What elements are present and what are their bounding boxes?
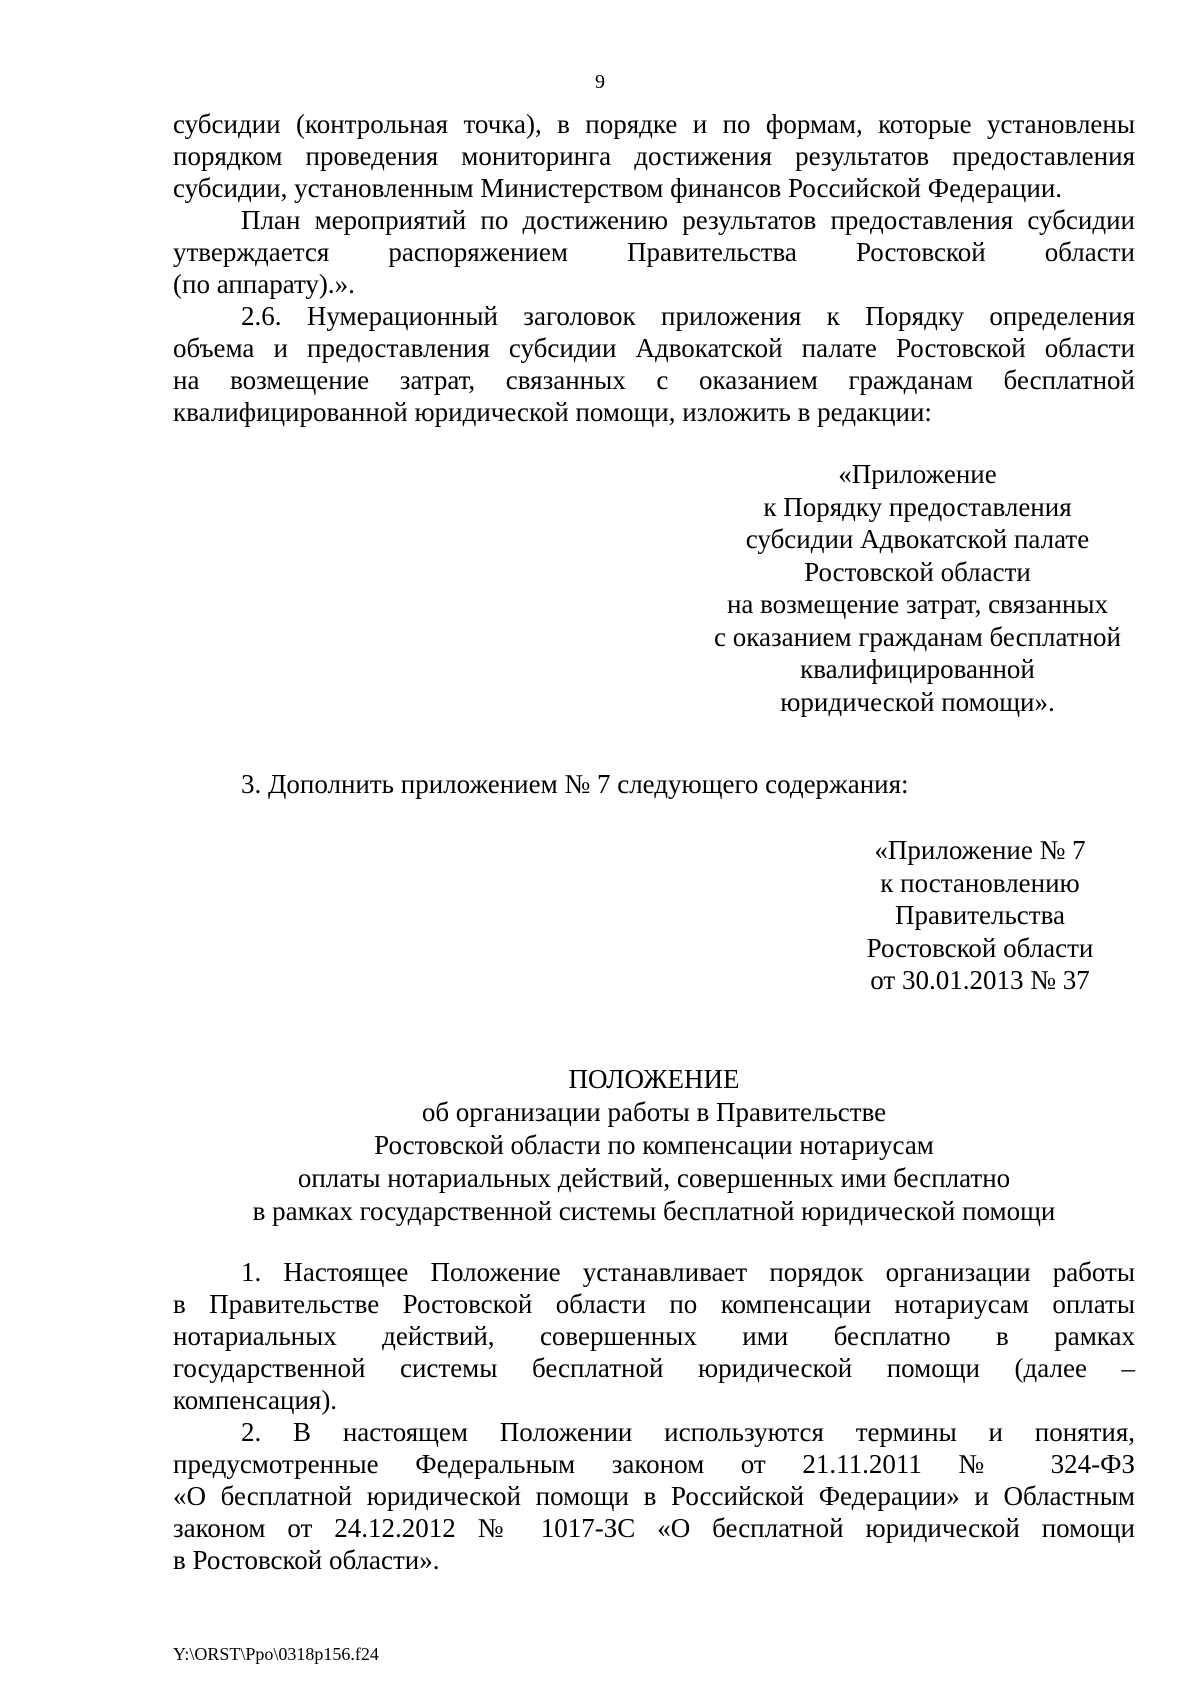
text-line: законом от 24.12.2012 № 1017-ЗС «О бесплатной юридической помощи: [173, 1513, 1135, 1543]
text-line: порядком проведения мониторинга достижения результатов предоставления: [173, 141, 1135, 171]
text-line: 3. Дополнить приложением № 7 следующего содержания:: [241, 769, 909, 799]
text-line: в Правительстве Ростовской области по компенсации нотариусам оплаты: [173, 1289, 1135, 1319]
text-line: субсидии Адвокатской палате: [745, 524, 1090, 554]
text-line: с оказанием гражданам бесплатной: [714, 621, 1121, 652]
paragraph-3: [173, 768, 1135, 800]
paragraph-2-6: [173, 300, 1135, 428]
text-line: в Ростовской области».: [173, 1545, 440, 1575]
appendix-quote-block: [700, 458, 1135, 718]
text-line: 1. Настоящее Положение устанавливает порядок организации работы: [241, 1257, 1135, 1287]
text-line: Ростовской области: [804, 556, 1031, 587]
text-line: Ростовской области по компенсации нотариусам: [374, 1130, 934, 1160]
text-line: от 30.01.2013 № 37: [870, 965, 1090, 995]
paragraph-plan: [173, 204, 1135, 300]
text-line: в рамках государственной системы бесплатной юридической помощи: [252, 1196, 1056, 1226]
text-line: к Порядку предоставления: [763, 491, 1072, 522]
text-line: Ростовской области: [866, 932, 1094, 963]
regulation-heading: ПОЛОЖЕНИЕ: [568, 1064, 740, 1094]
text-line: субсидии (контрольная точка), в порядке и по формам, которые установлены: [173, 109, 1135, 139]
text-line: юридической помощи».: [780, 686, 1055, 717]
text-line: государственной системы бесплатной юридической помощи (далее –: [173, 1353, 1135, 1383]
text-line: компенсация).: [173, 1385, 338, 1415]
appendix-7-header: [830, 834, 1130, 997]
text-line: квалифицированной юридической помощи, изложить в редакции:: [173, 397, 932, 427]
text-line: «Приложение № 7: [874, 835, 1086, 865]
text-line: «Приложение: [838, 459, 997, 489]
text-line: субсидии, установленным Министерством финансов Российской Федерации.: [173, 173, 1063, 203]
page-number: 9: [595, 71, 605, 93]
regulation-title: [173, 1063, 1135, 1228]
text-line: нотариальных действий, совершенных ими бесплатно в рамках: [173, 1321, 1135, 1351]
text-line: на возмещение затрат, связанных: [726, 589, 1109, 619]
text-line: План мероприятий по достижению результатов предоставления субсидии: [241, 205, 1135, 235]
text-line: объема и предоставления субсидии Адвокатской палате Ростовской области: [173, 333, 1135, 363]
text-line: (по аппарату).».: [173, 269, 355, 299]
text-line: Правительства: [895, 900, 1065, 930]
text-line: утверждается распоряжением Правительства Ростовской области: [173, 237, 1135, 267]
text-line: предусмотренные Федеральным законом от 21.11.2011 № 324-ФЗ: [173, 1449, 1135, 1479]
paragraph-1: [173, 1256, 1135, 1416]
text-line: 2.6. Нумерационный заголовок приложения к Порядку определения: [241, 301, 1135, 331]
footer-file-path: Y:\ORST\Ppo\0318p156.f24: [173, 1644, 379, 1664]
paragraph-2: [173, 1416, 1135, 1576]
text-line: 2. В настоящем Положении используются термины и понятия,: [241, 1417, 1135, 1447]
text-line: на возмещение затрат, связанных с оказанием гражданам бесплатной: [173, 365, 1135, 395]
text-line: об организации работы в Правительстве: [421, 1097, 887, 1127]
text-line: «О бесплатной юридической помощи в Российской Федерации» и Областным: [173, 1481, 1135, 1511]
text-line: оплаты нотариальных действий, совершенных ими бесплатно: [297, 1163, 1011, 1193]
text-line: квалифицированной: [800, 654, 1035, 684]
paragraph-continuation: [173, 108, 1135, 204]
text-line: к постановлению: [880, 867, 1080, 898]
